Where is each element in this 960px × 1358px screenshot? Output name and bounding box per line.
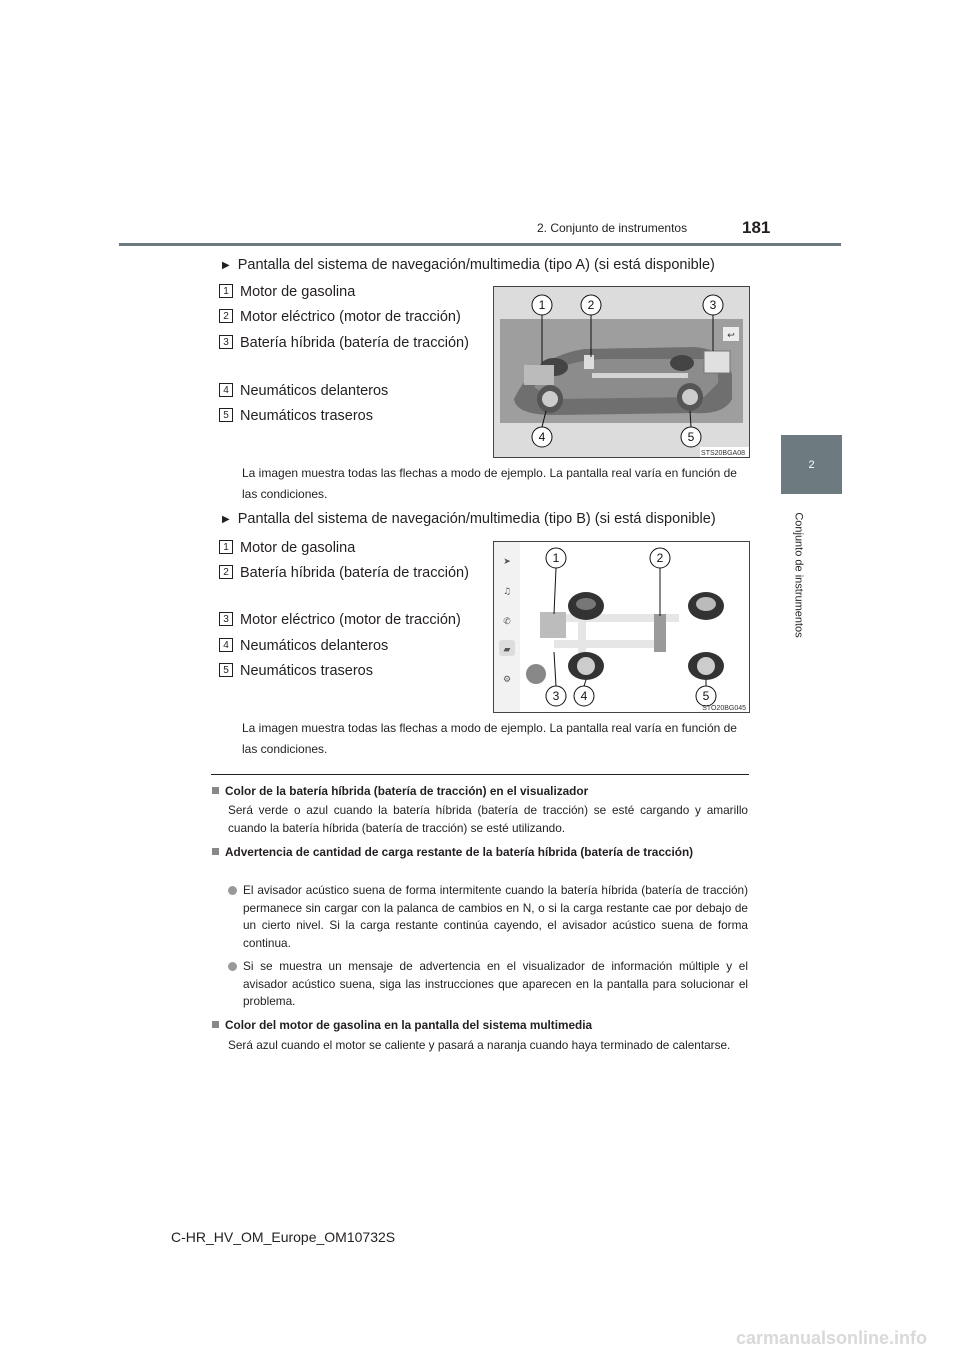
page-number: 181	[742, 218, 771, 237]
svg-text:3: 3	[552, 689, 560, 703]
chapter-tab	[781, 435, 842, 494]
item-label: Motor eléctrico (motor de tracción)	[240, 612, 461, 628]
type-a-note: La imagen muestra todas las flechas a modo de ejemplo. La pantalla real varía en función de las condiciones.	[242, 466, 737, 501]
callout-number: 1	[219, 284, 233, 298]
svg-text:5: 5	[702, 689, 710, 703]
item-label: Neumáticos traseros	[240, 408, 373, 424]
type-b-item	[219, 537, 481, 559]
svg-text:↩: ↩	[727, 331, 735, 341]
svg-text:4: 4	[580, 689, 588, 703]
item-label: Motor eléctrico (motor de tracción)	[240, 309, 461, 325]
svg-text:2: 2	[656, 551, 664, 565]
bullet-text: Si se muestra un mensaje de advertencia en el visualizador de información múltiple y el avisador acústico suena, siga las instrucciones que aparecen en la pantalla para solucionar el problema.	[243, 959, 748, 1008]
callout-number: 2	[219, 309, 233, 323]
svg-text:✆: ✆	[503, 617, 511, 627]
type-b-item	[219, 609, 481, 631]
type-a-heading	[222, 257, 715, 273]
svg-text:1: 1	[538, 298, 546, 312]
svg-text:♫: ♫	[502, 587, 512, 597]
callout-number: 1	[219, 540, 233, 554]
svg-text:⚙: ⚙	[502, 675, 512, 685]
chapter-tab-number: 2	[808, 458, 815, 471]
section-heading-text: Color del motor de gasolina en la pantalla del sistema multimedia	[225, 1018, 593, 1032]
type-b-figure	[493, 541, 750, 713]
type-a-figure	[493, 286, 750, 458]
type-b-heading	[222, 511, 716, 527]
type-a-item	[219, 380, 481, 402]
item-label: Motor de gasolina	[240, 284, 356, 300]
square-bullet-icon	[212, 848, 219, 855]
callout-number: 3	[219, 335, 233, 349]
svg-text:2: 2	[587, 298, 595, 312]
section-header: 2. Conjunto de instrumentos	[537, 221, 688, 235]
item-label: Neumáticos delanteros	[240, 638, 389, 654]
type-b-item	[219, 635, 481, 657]
item-label: Neumáticos traseros	[240, 663, 373, 679]
svg-text:5: 5	[687, 430, 695, 444]
callout-number: 2	[219, 565, 233, 579]
section-body: Será verde o azul cuando la batería híbrida (batería de tracción) se esté cargando y amarillo cuando la batería híbrida (batería de tracción) se esté utilizando.	[228, 803, 748, 835]
section-body: Será azul cuando el motor se caliente y pasará a naranja cuando haya terminado de calentarse.	[228, 1038, 731, 1052]
triangle-bullet-icon: ▶	[222, 514, 230, 525]
circle-bullet-icon	[228, 886, 237, 895]
type-a-item	[219, 281, 481, 303]
square-bullet-icon	[212, 787, 219, 794]
callout-number: 4	[219, 638, 233, 652]
svg-text:1: 1	[552, 551, 560, 565]
type-a-heading-text: Pantalla del sistema de navegación/multimedia (tipo A) (si está disponible)	[237, 257, 715, 273]
item-label: Batería híbrida (batería de tracción)	[240, 565, 469, 581]
type-a-item	[219, 306, 481, 328]
svg-text:➤: ➤	[503, 557, 511, 567]
svg-text:4: 4	[538, 430, 546, 444]
section-heading-text: Advertencia de cantidad de carga restante de la batería híbrida (batería de tracción)	[225, 845, 694, 859]
callout-number: 5	[219, 663, 233, 677]
type-b-note: La imagen muestra todas las flechas a modo de ejemplo. La pantalla real varía en función de las condiciones.	[242, 721, 737, 756]
circle-bullet-icon	[228, 962, 237, 971]
type-b-item	[219, 562, 481, 584]
callout-number: 4	[219, 383, 233, 397]
bullet-item	[228, 882, 748, 952]
square-bullet-icon	[212, 1021, 219, 1028]
item-label: Batería híbrida (batería de tracción)	[240, 335, 469, 351]
header-rule	[119, 243, 841, 246]
section-heading-text: Color de la batería híbrida (batería de tracción) en el visualizador	[225, 784, 589, 798]
section-heading	[212, 783, 748, 800]
type-a-item	[219, 405, 481, 427]
bullet-item	[228, 958, 748, 1011]
section-heading	[212, 844, 748, 861]
type-b-heading-text: Pantalla del sistema de navegación/multimedia (tipo B) (si está disponible)	[237, 511, 716, 527]
section-heading	[212, 1017, 748, 1034]
chapter-title: Conjunto de instrumentos	[793, 512, 806, 638]
callout-number: 5	[219, 408, 233, 422]
watermark: carmanualsonline.info	[736, 1328, 928, 1348]
section-divider	[211, 774, 749, 775]
document-code: C-HR_HV_OM_Europe_OM10732S	[171, 1229, 396, 1245]
callout-number: 3	[219, 612, 233, 626]
item-label: Motor de gasolina	[240, 540, 356, 556]
triangle-bullet-icon: ▶	[222, 260, 230, 271]
figure-code: STO20BG045	[702, 705, 746, 712]
figure-code: STS20BGA08	[701, 450, 745, 457]
svg-text:3: 3	[709, 298, 717, 312]
item-label: Neumáticos delanteros	[240, 383, 389, 399]
bullet-text: El avisador acústico suena de forma intermitente cuando la batería híbrida (batería de tracción) permanece sin cargar con la palanca de cambios en N, o si la carga restante cae por debajo de un cierto nivel. Si la carga restante continúa cayendo, el avisador acústico suena de forma continua.	[243, 883, 748, 950]
type-b-item	[219, 660, 481, 682]
svg-text:▰: ▰	[503, 645, 511, 655]
type-a-item	[219, 332, 481, 354]
chapter-title-vertical	[792, 505, 806, 645]
